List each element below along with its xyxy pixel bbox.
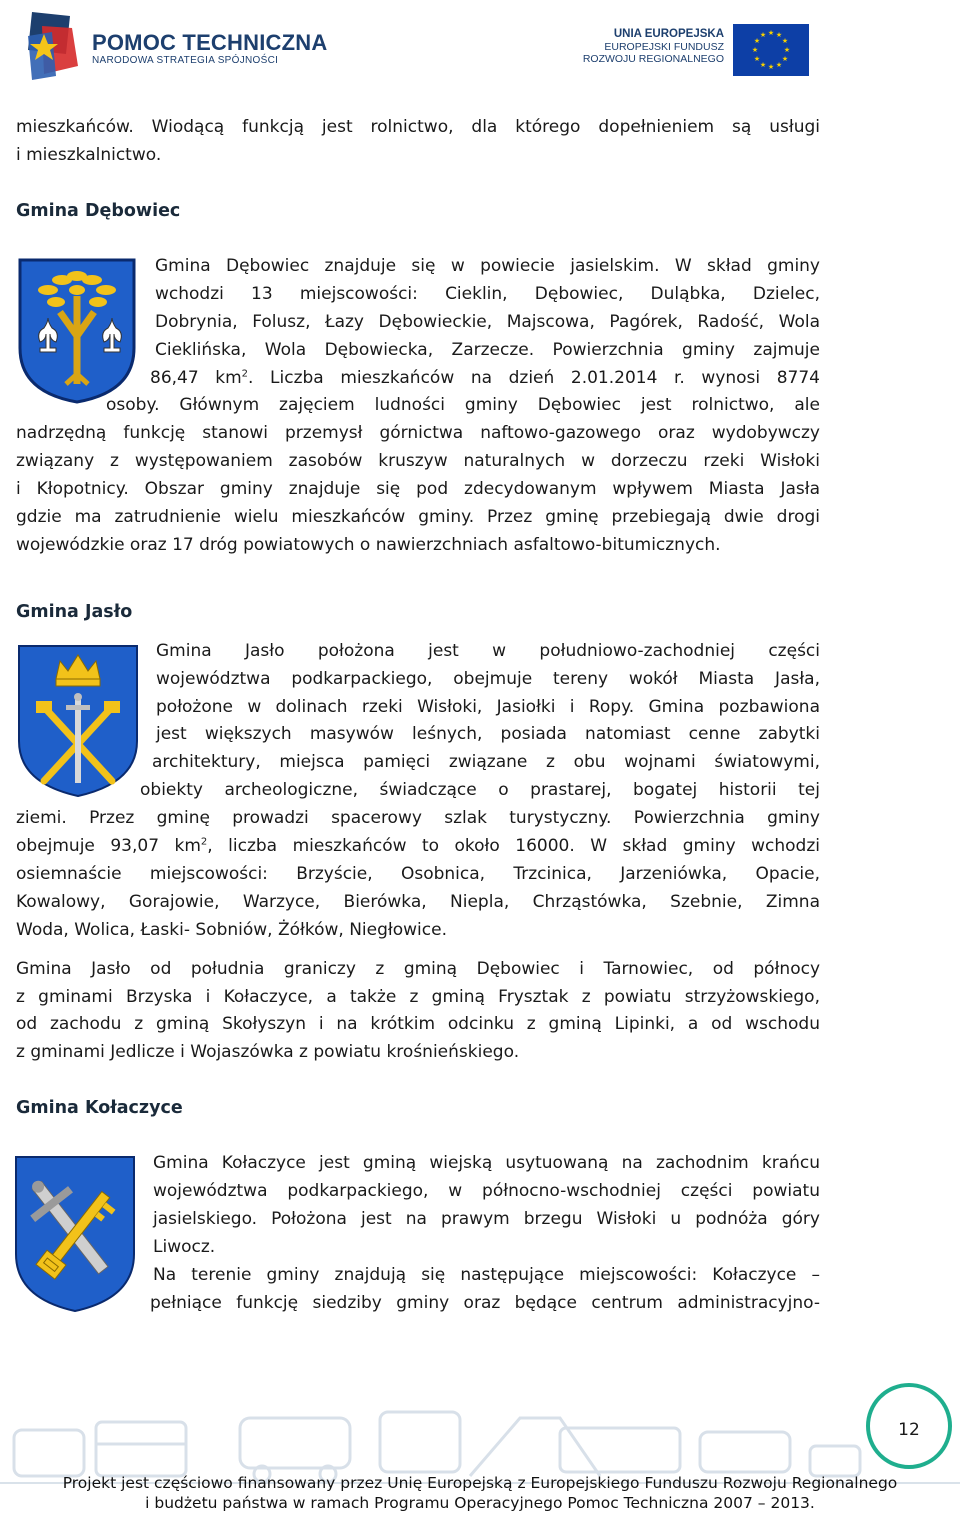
debowiec-line-7: nadrzędną funkcję stanowi przemysł górnictwa naftowo-gazowego oraz wydobywczy bbox=[16, 423, 820, 443]
jaslo-line-12: Gmina Jasło od południa graniczy z gminą Dębowiec i Tarnowiec, od północy bbox=[16, 959, 820, 979]
jaslo-line-2: województwa podkarpackiego, obejmuje tereny wokół Miasta Jasła, bbox=[156, 669, 820, 689]
page-header bbox=[0, 0, 960, 92]
svg-text:★: ★ bbox=[783, 46, 791, 54]
svg-text:★: ★ bbox=[767, 63, 775, 71]
jaslo-line-3: położone w dolinach rzeki Wisłoki, Jasiołki i Ropy. Gmina pozbawiona bbox=[156, 697, 820, 717]
svg-text:★: ★ bbox=[775, 61, 783, 69]
debowiec-line-5 bbox=[150, 365, 820, 393]
footer-line-2: i budżetu państwa w ramach Programu Operacyjnego Pomoc Techniczna 2007 – 2013. bbox=[145, 1494, 815, 1512]
jaslo-coat-of-arms-icon bbox=[16, 643, 140, 799]
jaslo-line-5: architektury, miejsca pamięci związane z obu wojnami światowymi, bbox=[152, 752, 820, 772]
debowiec-line-4: Cieklińska, Wola Dębowiecka, Zarzecze. Powierzchnia gminy zajmuje bbox=[155, 340, 820, 360]
jaslo-area: obejmuje 93,07 km bbox=[16, 836, 201, 856]
jaslo-line-11: Woda, Wolica, Łaski- Sobniów, Żółków, Niegłowice. bbox=[16, 920, 447, 940]
svg-text:★: ★ bbox=[759, 61, 767, 69]
svg-text:★: ★ bbox=[759, 31, 767, 39]
jaslo-line-8 bbox=[16, 833, 820, 861]
debowiec-line-5-rest: . Liczba mieszkańców na dzień 2.01.2014 r. wynosi 8774 bbox=[248, 368, 820, 388]
svg-text:★: ★ bbox=[781, 55, 789, 63]
debowiec-line-2: wchodzi 13 miejscowości: Cieklin, Dębowiec, Duląbka, Dzielec, bbox=[155, 284, 820, 304]
intro-line-1: mieszkańców. Wiodącą funkcją jest rolnictwo, dla którego dopełnieniem są usługi bbox=[16, 117, 820, 137]
section-heading-jaslo: Gmina Jasło bbox=[16, 602, 133, 622]
kolaczyce-coat-of-arms-icon bbox=[13, 1154, 137, 1314]
eu-logo-line1: UNIA EUROPEJSKA bbox=[613, 28, 724, 40]
left-logo-subtitle: NARODOWA STRATEGIA SPÓJNOŚCI bbox=[92, 55, 279, 66]
eu-logo-text bbox=[583, 28, 724, 66]
debowiec-line-6: osoby. Głównym zajęciem ludności gminy Dębowiec jest rolnictwo, ale bbox=[106, 395, 820, 415]
jaslo-line-14: od zachodu z gminą Skołyszyn i na krótkim odcinku z gminą Lipinki, a od wschodu bbox=[16, 1014, 820, 1034]
kolaczyce-line-2: województwa podkarpackiego, w północno-wschodniej części powiatu bbox=[153, 1181, 820, 1201]
kolaczyce-line-6: pełniące funkcję siedziby gminy oraz będące centrum administracyjno- bbox=[150, 1293, 820, 1313]
svg-text:★: ★ bbox=[767, 29, 775, 37]
jaslo-line-7: ziemi. Przez gminę prowadzi spacerowy szlak turystyczny. Powierzchnia gminy bbox=[16, 808, 820, 828]
eu-logo-line3: ROZWOJU REGIONALNEGO bbox=[582, 53, 724, 65]
eu-flag-icon bbox=[733, 24, 809, 76]
jaslo-line-8-rest: , liczba mieszkańców to około 16000. W skład gminy wchodzi bbox=[207, 836, 820, 856]
debowiec-area-unit-sup: 2 bbox=[241, 368, 249, 380]
svg-text:★: ★ bbox=[753, 55, 761, 63]
section-heading-kolaczyce: Gmina Kołaczyce bbox=[16, 1098, 183, 1118]
jaslo-line-13: z gminami Brzyska i Kołaczyce, a także z gminą Frysztak z powiatu strzyżowskiego, bbox=[16, 987, 820, 1007]
kolaczyce-line-1: Gmina Kołaczyce jest gminą wiejską usytuowaną na zachodnim krańcu bbox=[153, 1153, 820, 1173]
eu-logo-line2: EUROPEJSKI FUNDUSZ bbox=[604, 40, 724, 53]
intro-line-2: i mieszkalnictwo. bbox=[16, 145, 162, 165]
footer-line-1: Projekt jest częściowo finansowany przez Unię Europejską z Europejskiego Funduszu Rozwoju Regionalnego bbox=[62, 1474, 898, 1492]
jaslo-line-10: Kowalowy, Gorajowie, Warzyce, Bierówka, Niepla, Chrząstówka, Szebnie, Zimna bbox=[16, 892, 820, 912]
kolaczyce-line-3: jasielskiego. Położona jest na prawym brzegu Wisłoki u podnóża góry bbox=[153, 1209, 820, 1229]
jaslo-line-4: jest większych masywów leśnych, posiada natomiast cenne zabytki bbox=[156, 724, 820, 744]
debowiec-line-11: wojewódzkie oraz 17 dróg powiatowych o nawierzchniach asfaltowo-bitumicznych. bbox=[16, 535, 721, 555]
section-heading-debowiec: Gmina Dębowiec bbox=[16, 201, 181, 221]
debowiec-line-1: Gmina Dębowiec znajduje się w powiecie jasielskim. W skład gminy bbox=[155, 256, 820, 276]
debowiec-coat-of-arms-icon bbox=[16, 256, 138, 406]
svg-text:★: ★ bbox=[775, 31, 783, 39]
debowiec-line-3: Dobrynia, Folusz, Łazy Dębowieckie, Majscowa, Pagórek, Radość, Wola bbox=[155, 312, 820, 332]
svg-text:★: ★ bbox=[781, 37, 789, 45]
page-number: 12 bbox=[898, 1420, 920, 1440]
svg-text:★: ★ bbox=[751, 46, 759, 54]
debowiec-area: 86,47 km bbox=[150, 368, 242, 388]
left-logo-title: POMOC TECHNICZNA bbox=[92, 30, 328, 55]
debowiec-line-10: gdzie ma zatrudnienie wielu mieszkańców gminy. Przez gminę przebiegają dwie drogi bbox=[16, 507, 820, 527]
debowiec-line-8: związany z występowaniem zasobów kruszyw naturalnych w dorzeczu rzeki Wisłoki bbox=[16, 451, 820, 471]
jaslo-line-6: obiekty archeologiczne, świadczące o prastarej, bogatej historii tej bbox=[140, 780, 820, 800]
kolaczyce-line-5: Na terenie gminy znajdują się następujące miejscowości: Kołaczyce – bbox=[153, 1265, 820, 1285]
kolaczyce-line-4: Liwocz. bbox=[153, 1237, 216, 1257]
jaslo-line-1: Gmina Jasło położona jest w południowo-zachodniej części bbox=[156, 641, 820, 661]
jaslo-area-unit-sup: 2 bbox=[200, 836, 208, 848]
jaslo-line-9: osiemnaście miejscowości: Brzyście, Osobnica, Trzcinica, Jarzeniówka, Opacie, bbox=[16, 864, 820, 884]
jaslo-line-15: z gminami Jedlicze i Wojaszówka z powiatu krośnieńskiego. bbox=[16, 1042, 520, 1062]
svg-text:★: ★ bbox=[753, 37, 761, 45]
debowiec-line-9: i Kłopotnicy. Obszar gminy znajduje się pod zdecydowanym wpływem Miasta Jasła bbox=[16, 479, 820, 499]
